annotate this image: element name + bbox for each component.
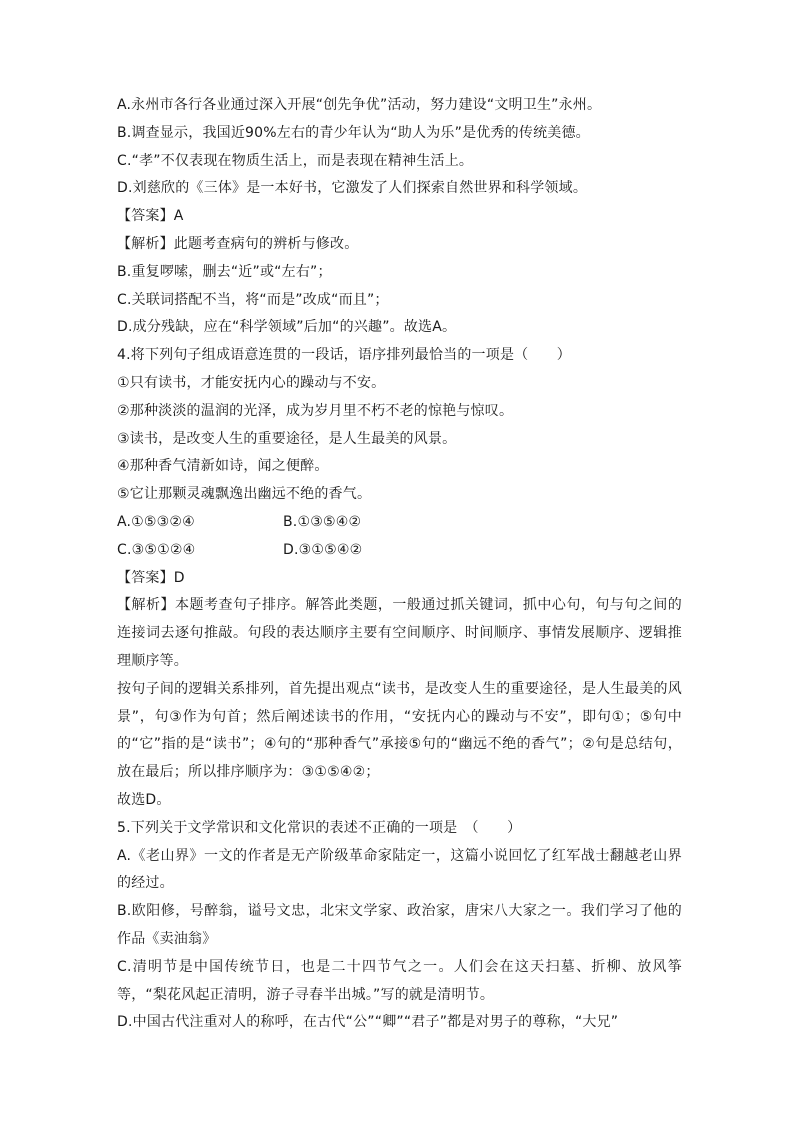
q3-analysis-intro: 【解析】此题考查病句的辨析与修改。 (117, 235, 359, 252)
q3-answer: 【答案】A (117, 208, 184, 225)
q4-stem: 4.将下列句子组成语意连贯的一段话，语序排列最恰当的一项是（ ） (117, 347, 571, 364)
page-content (117, 92, 682, 1037)
q5-option-d: D.中国古代注重对人的称呼，在古代“公”“卿”“君子”都是对男子的尊称，“大兄” (117, 1014, 619, 1031)
q4-option-c: C.③⑤①②④ (117, 541, 196, 558)
q4-analysis-paragraph-1: 【解析】本题考查句子排序。解答此类题，一般通过抓关键词，抓中心句，句与句之间的连接词去逐句推敲。句段的表达顺序主要有空间顺序、时间顺序、事情发展顺序、逻辑推理顺序等。 (117, 597, 682, 669)
q5-option-b: B.欧阳修，号醉翁，谥号文忠，北宋文学家、政治家，唐宋八大家之一。我们学习了他的作品《卖油翁》 (117, 903, 682, 947)
q3-option-b: B.调查显示，我国近90%左右的青少年认为“助人为乐”是优秀的传统美德。 (117, 124, 590, 141)
q4-options-row-1 (117, 509, 682, 537)
q4-options-row-2 (117, 537, 682, 565)
q4-option-a: A.①⑤③②④ (117, 513, 195, 530)
q3-analysis-d: D.成分残缺，应在“科学领域”后加“的兴趣”。故选A。 (117, 319, 457, 336)
q4-sentence-4: ④那种香气清新如诗，闻之便醉。 (117, 458, 329, 475)
q4-answer: 【答案】D (117, 569, 185, 586)
q5-option-a: A.《老山界》一文的作者是无产阶级革命家陆定一，这篇小说回忆了红军战士翻越老山界的经过。 (117, 847, 682, 892)
q4-sentence-1: ①只有读书，才能安抚内心的躁动与不安。 (117, 374, 386, 391)
q4-sentence-3: ③读书，是改变人生的重要途径，是人生最美的风景。 (117, 430, 457, 447)
q4-option-d: D.③①⑤④② (283, 541, 363, 558)
q4-sentence-5: ⑤它让那颗灵魂飘逸出幽远不绝的香气。 (117, 486, 372, 503)
q5-stem: 5.下列关于文学常识和文化常识的表述不正确的一项是 （ ） (117, 819, 522, 836)
q5-option-c: C.清明节是中国传统节日，也是二十四节气之一。人们会在这天扫墓、折柳、放风筝等，“梨花风起正清明，游子寻春半出城。”写的就是清明节。 (117, 958, 682, 1003)
q4-analysis-paragraph-2: 按句子间的逻辑关系排列，首先提出观点“读书，是改变人生的重要途径，是人生最美的风景”，句③作为句首；然后阐述读书的作用，“安抚内心的躁动与不安”，即句①；⑤句中的“它”指的是“读书”；④句的“那种香气”承接⑤句的“幽远不绝的香气”；②句是总结句，放在最后；所以排序顺序为：③①⑤④②； (117, 680, 682, 781)
q4-sentence-2: ②那种淡淡的温润的光泽，成为岁月里不朽不老的惊艳与惊叹。 (117, 402, 514, 419)
q4-option-b: B.①③⑤④② (283, 513, 362, 530)
q3-option-a: A.永州市各行各业通过深入开展“创先争优”活动，努力建设“文明卫生”永州。 (117, 97, 602, 113)
q3-option-c: C.“孝”不仅表现在物质生活上，而是表现在精神生活上。 (117, 152, 474, 169)
q3-option-d: D.刘慈欣的《三体》是一本好书，它激发了人们探索自然世界和科学领域。 (117, 180, 588, 197)
q4-conclusion: 故选D。 (117, 791, 171, 808)
q3-analysis-c: C.关联词搭配不当，将“而是”改成“而且”； (117, 291, 389, 308)
q3-analysis-b: B.重复啰嗦，删去“近”或“左右”； (117, 263, 332, 280)
